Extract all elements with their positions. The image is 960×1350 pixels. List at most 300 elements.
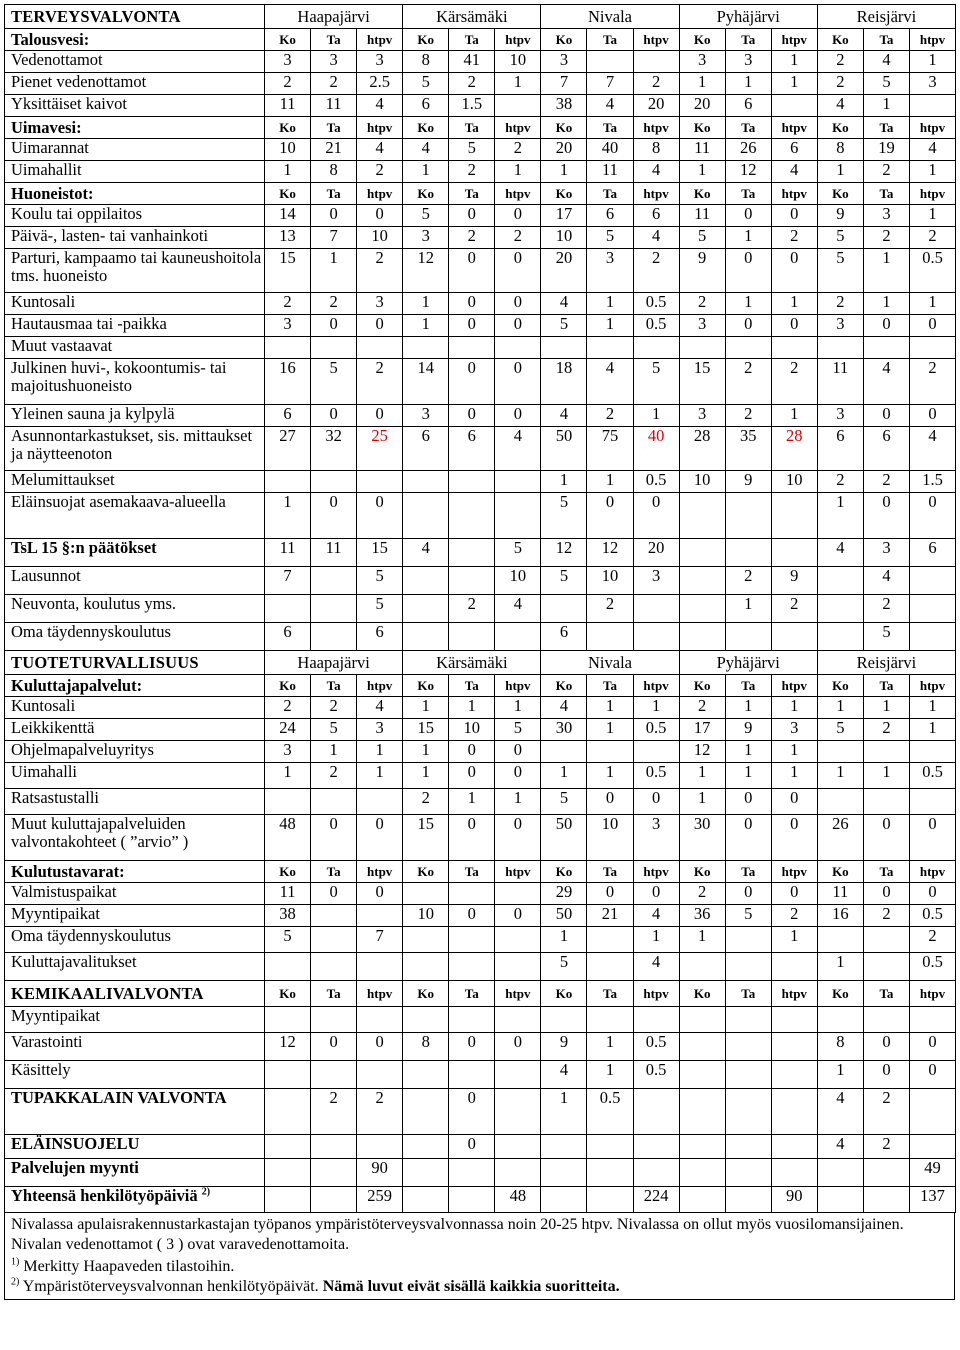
subcolumn-header: Ko	[679, 675, 725, 697]
subcolumn-header: Ko	[679, 861, 725, 883]
value-cell: 1	[817, 1061, 863, 1089]
value-cell	[311, 1007, 357, 1033]
value-cell: 0	[357, 883, 403, 905]
value-cell: 0	[909, 815, 955, 861]
municipality-header: Nivala	[541, 651, 679, 675]
subcolumn-header: Ta	[863, 981, 909, 1007]
value-cell	[311, 337, 357, 359]
value-cell: 0	[771, 205, 817, 227]
value-cell: 2	[633, 73, 679, 95]
subcolumn-header: Ko	[817, 981, 863, 1007]
value-cell: 50	[541, 905, 587, 927]
value-cell	[771, 1159, 817, 1187]
subcolumn-header: Ko	[679, 183, 725, 205]
value-cell	[771, 493, 817, 539]
subcolumn-header: htpv	[357, 29, 403, 51]
row-label	[5, 427, 265, 471]
municipality-header: Kärsämäki	[403, 651, 541, 675]
value-cell: 6	[587, 205, 633, 227]
value-cell: 0	[311, 315, 357, 337]
subcolumn-header: Ta	[449, 675, 495, 697]
value-cell: 0	[909, 1061, 955, 1089]
subcolumn-header: htpv	[495, 29, 541, 51]
subcolumn-header: Ko	[403, 981, 449, 1007]
value-cell: 2	[311, 1089, 357, 1135]
value-cell: 4	[541, 697, 587, 719]
value-cell: 15	[265, 249, 311, 293]
value-cell	[495, 1135, 541, 1159]
value-cell: 15	[403, 719, 449, 741]
value-cell: 4	[771, 161, 817, 183]
value-cell	[541, 595, 587, 623]
value-cell: 0	[863, 1061, 909, 1089]
value-cell: 5	[495, 539, 541, 567]
value-cell: 1.5	[449, 95, 495, 117]
table-row	[5, 815, 956, 861]
value-cell: 2	[495, 227, 541, 249]
table-row	[5, 697, 956, 719]
value-cell: 0	[311, 815, 357, 861]
row-label-text: Hautausmaa tai -paikka	[11, 314, 167, 333]
value-cell: 1	[403, 763, 449, 789]
value-cell: 2	[909, 359, 955, 405]
footnote-2	[5, 1277, 954, 1299]
subcolumn-header: htpv	[771, 29, 817, 51]
value-cell: 5	[495, 719, 541, 741]
section-header	[5, 5, 956, 29]
value-cell: 224	[633, 1187, 679, 1213]
value-cell: 0	[495, 763, 541, 789]
value-cell: 10	[449, 719, 495, 741]
value-cell: 1	[633, 927, 679, 953]
subheader-row	[5, 29, 956, 51]
value-cell: 1	[357, 763, 403, 789]
value-cell: 1	[403, 161, 449, 183]
value-cell: 7	[311, 227, 357, 249]
subcolumn-header: htpv	[909, 29, 955, 51]
table-row	[5, 1061, 956, 1089]
value-cell	[265, 471, 311, 493]
subcolumn-header: Ta	[863, 675, 909, 697]
value-cell	[633, 1135, 679, 1159]
subcolumn-header: Ko	[265, 29, 311, 51]
value-cell: 0.5	[633, 719, 679, 741]
value-cell	[633, 1159, 679, 1187]
value-cell	[679, 953, 725, 981]
value-cell	[449, 567, 495, 595]
row-label-text: Lausunnot	[11, 566, 81, 585]
value-cell: 14	[403, 359, 449, 405]
value-cell	[265, 595, 311, 623]
value-cell: 9	[725, 471, 771, 493]
value-cell: 3	[403, 227, 449, 249]
value-cell: 1	[817, 493, 863, 539]
subcolumn-header: Ta	[725, 861, 771, 883]
row-label	[5, 675, 265, 697]
table-row	[5, 595, 956, 623]
value-cell	[403, 493, 449, 539]
value-cell: 1	[679, 927, 725, 953]
value-cell	[495, 1159, 541, 1187]
table-row	[5, 51, 956, 73]
value-cell: 1	[863, 697, 909, 719]
value-cell: 40	[633, 427, 679, 471]
row-label	[5, 205, 265, 227]
row-label-text: Kuntosali	[11, 292, 76, 311]
value-cell: 8	[817, 1033, 863, 1061]
table-row	[5, 741, 956, 763]
value-cell	[541, 1007, 587, 1033]
table-row	[5, 1033, 956, 1061]
row-label-text: ELÄINSUOJELU	[11, 1134, 140, 1153]
value-cell: 10	[771, 471, 817, 493]
row-label	[5, 763, 265, 789]
table-row	[5, 161, 956, 183]
value-cell: 17	[541, 205, 587, 227]
value-cell	[633, 595, 679, 623]
value-cell: 11	[817, 359, 863, 405]
value-cell: 4	[909, 427, 955, 471]
value-cell: 2	[679, 293, 725, 315]
value-cell: 15	[679, 359, 725, 405]
value-cell: 1	[403, 697, 449, 719]
subcolumn-header: Ko	[403, 675, 449, 697]
value-cell	[817, 337, 863, 359]
value-cell: 12	[725, 161, 771, 183]
value-cell: 10	[357, 227, 403, 249]
subcolumn-header: htpv	[909, 183, 955, 205]
value-cell	[909, 623, 955, 651]
value-cell: 10	[403, 905, 449, 927]
value-cell	[909, 1007, 955, 1033]
value-cell: 17	[679, 719, 725, 741]
value-cell: 10	[679, 471, 725, 493]
note-nivala: Nivalassa apulaisrakennustarkastajan työpanos ympäristöterveysvalvonnassa noin 20-25 htpv. Nivalassa on ollut myös vuosilomansijainen. Nivalan vedenottamot ( 3 ) ovat varavedenottamoita.	[11, 1216, 904, 1253]
value-cell: 4	[863, 567, 909, 595]
value-cell: 1	[679, 161, 725, 183]
value-cell	[403, 1135, 449, 1159]
value-cell	[311, 1187, 357, 1213]
value-cell: 2	[863, 227, 909, 249]
subcolumn-header: Ko	[541, 981, 587, 1007]
value-cell: 26	[817, 815, 863, 861]
subcolumn-header: Ko	[265, 117, 311, 139]
value-cell: 26	[725, 139, 771, 161]
value-cell: 4	[357, 697, 403, 719]
subcolumn-header: htpv	[633, 861, 679, 883]
value-cell: 2	[587, 595, 633, 623]
subcolumn-header: Ta	[449, 29, 495, 51]
subcolumn-header: Ta	[863, 861, 909, 883]
value-cell: 49	[909, 1159, 955, 1187]
value-cell	[771, 539, 817, 567]
subcolumn-header: htpv	[909, 117, 955, 139]
value-cell: 24	[265, 719, 311, 741]
value-cell	[449, 883, 495, 905]
value-cell: 1	[403, 315, 449, 337]
value-cell: 38	[265, 905, 311, 927]
row-label	[5, 595, 265, 623]
table-row	[5, 905, 956, 927]
value-cell	[679, 1135, 725, 1159]
value-cell	[265, 1007, 311, 1033]
value-cell: 1	[265, 763, 311, 789]
value-cell: 1	[771, 293, 817, 315]
value-cell: 5	[679, 227, 725, 249]
value-cell: 0.5	[633, 763, 679, 789]
value-cell: 2	[311, 293, 357, 315]
value-cell: 11	[587, 161, 633, 183]
value-cell: 1	[909, 205, 955, 227]
value-cell: 2	[311, 697, 357, 719]
value-cell: 2	[863, 161, 909, 183]
value-cell: 25	[357, 427, 403, 471]
value-cell	[541, 337, 587, 359]
value-cell: 3	[403, 405, 449, 427]
value-cell: 5	[541, 953, 587, 981]
value-cell	[909, 95, 955, 117]
value-cell	[817, 595, 863, 623]
row-label-text: Yhteensä henkilötyöpäiviä	[11, 1186, 198, 1205]
value-cell	[909, 337, 955, 359]
row-label	[5, 1061, 265, 1089]
value-cell	[725, 1061, 771, 1089]
subcolumn-header: Ta	[725, 117, 771, 139]
value-cell: 2	[863, 595, 909, 623]
value-cell: 6	[403, 95, 449, 117]
value-cell: 4	[541, 405, 587, 427]
value-cell	[817, 741, 863, 763]
value-cell: 2	[449, 73, 495, 95]
value-cell	[449, 1007, 495, 1033]
row-label	[5, 539, 265, 567]
value-cell	[771, 1033, 817, 1061]
value-cell: 5	[449, 139, 495, 161]
value-cell: 1	[541, 1089, 587, 1135]
subcolumn-header: Ta	[725, 981, 771, 1007]
value-cell: 3	[771, 719, 817, 741]
row-label-text: Muut kuluttajapalveluiden valvontakohteet ( ”arvio” )	[11, 814, 189, 851]
value-cell: 1	[817, 953, 863, 981]
row-label-text: Melumittaukset	[11, 470, 115, 489]
value-cell	[449, 953, 495, 981]
value-cell	[679, 493, 725, 539]
value-cell: 2	[863, 905, 909, 927]
value-cell: 4	[633, 227, 679, 249]
subcolumn-header: Ko	[403, 861, 449, 883]
row-label-text: Myyntipaikat	[11, 904, 100, 923]
value-cell: 1	[357, 741, 403, 763]
value-cell	[541, 1187, 587, 1213]
row-label	[5, 1007, 265, 1033]
value-cell: 0	[495, 815, 541, 861]
value-cell	[725, 1187, 771, 1213]
row-label-text: Kulutustavarat:	[11, 861, 125, 881]
value-cell: 28	[771, 427, 817, 471]
value-cell: 10	[541, 227, 587, 249]
value-cell: 3	[265, 51, 311, 73]
value-cell: 1	[311, 741, 357, 763]
value-cell	[265, 1159, 311, 1187]
value-cell: 3	[633, 567, 679, 595]
value-cell	[495, 883, 541, 905]
value-cell: 2	[725, 405, 771, 427]
value-cell: 50	[541, 427, 587, 471]
value-cell	[771, 953, 817, 981]
value-cell: 32	[311, 427, 357, 471]
value-cell: 2	[311, 73, 357, 95]
value-cell: 3	[679, 315, 725, 337]
table-row	[5, 73, 956, 95]
value-cell: 0	[633, 493, 679, 539]
value-cell: 2	[771, 359, 817, 405]
value-cell	[449, 337, 495, 359]
table-row	[5, 1187, 956, 1213]
value-cell: 4	[909, 139, 955, 161]
subcolumn-header: htpv	[495, 675, 541, 697]
subcolumn-header: Ta	[863, 117, 909, 139]
value-cell: 1	[587, 293, 633, 315]
value-cell: 1	[679, 763, 725, 789]
value-cell: 0	[311, 883, 357, 905]
value-cell: 1	[771, 741, 817, 763]
row-label-text: Myyntipaikat	[11, 1006, 100, 1025]
value-cell	[357, 905, 403, 927]
subcolumn-header: Ta	[863, 29, 909, 51]
row-label-text: Asunnontarkastukset, sis. mittaukset ja näytteenoton	[11, 426, 253, 463]
value-cell: 3	[817, 405, 863, 427]
value-cell: 0	[449, 763, 495, 789]
value-cell: 5	[311, 719, 357, 741]
value-cell: 0	[495, 741, 541, 763]
value-cell: 1	[449, 789, 495, 815]
value-cell: 12	[265, 1033, 311, 1061]
value-cell	[449, 1159, 495, 1187]
table-row	[5, 623, 956, 651]
value-cell: 0.5	[633, 471, 679, 493]
value-cell: 1	[495, 73, 541, 95]
value-cell: 11	[265, 95, 311, 117]
value-cell	[771, 95, 817, 117]
subcolumn-header: Ko	[541, 29, 587, 51]
value-cell	[403, 953, 449, 981]
row-label	[5, 905, 265, 927]
value-cell: 6	[725, 95, 771, 117]
value-cell: 0	[449, 205, 495, 227]
subcolumn-header: Ta	[311, 981, 357, 1007]
table-row	[5, 927, 956, 953]
value-cell	[863, 337, 909, 359]
value-cell	[633, 337, 679, 359]
row-label-text: Oma täydennyskoulutus	[11, 926, 171, 945]
value-cell	[725, 337, 771, 359]
value-cell: 4	[403, 139, 449, 161]
value-cell: 1	[725, 595, 771, 623]
value-cell	[495, 471, 541, 493]
table-row	[5, 1007, 956, 1033]
value-cell	[679, 595, 725, 623]
row-label	[5, 249, 265, 293]
table-row	[5, 205, 956, 227]
municipality-header: Kärsämäki	[403, 5, 541, 29]
statistics-document	[4, 4, 955, 1300]
table-row	[5, 405, 956, 427]
row-label-text: Leikkikenttä	[11, 718, 95, 737]
row-label	[5, 471, 265, 493]
value-cell: 0	[357, 815, 403, 861]
value-cell	[357, 471, 403, 493]
municipality-header: Pyhäjärvi	[679, 651, 817, 675]
subcolumn-header: htpv	[357, 981, 403, 1007]
value-cell: 2	[495, 139, 541, 161]
row-label-text: Varastointi	[11, 1032, 83, 1051]
table-row	[5, 789, 956, 815]
value-cell	[771, 1007, 817, 1033]
table-row	[5, 293, 956, 315]
value-cell: 0	[587, 493, 633, 539]
value-cell	[265, 953, 311, 981]
table-row	[5, 1135, 956, 1159]
subcolumn-header: htpv	[771, 981, 817, 1007]
value-cell: 21	[587, 905, 633, 927]
table-row	[5, 337, 956, 359]
row-label	[5, 861, 265, 883]
subcolumn-header: htpv	[771, 117, 817, 139]
section-header	[5, 651, 956, 675]
value-cell: 0	[863, 493, 909, 539]
section-title: TERVEYSVALVONTA	[5, 5, 265, 29]
value-cell: 3	[541, 51, 587, 73]
value-cell: 0.5	[633, 315, 679, 337]
value-cell	[311, 789, 357, 815]
value-cell	[311, 953, 357, 981]
value-cell: 9	[679, 249, 725, 293]
value-cell: 1	[725, 763, 771, 789]
value-cell: 1	[725, 741, 771, 763]
value-cell: 0	[771, 249, 817, 293]
value-cell: 3	[679, 51, 725, 73]
value-cell: 0	[771, 883, 817, 905]
value-cell	[495, 623, 541, 651]
subcolumn-header: Ta	[587, 981, 633, 1007]
value-cell	[495, 953, 541, 981]
value-cell	[587, 51, 633, 73]
value-cell: 2	[725, 359, 771, 405]
value-cell: 1	[909, 293, 955, 315]
value-cell: 1	[541, 161, 587, 183]
value-cell	[725, 1089, 771, 1135]
value-cell: 4	[633, 953, 679, 981]
value-cell: 259	[357, 1187, 403, 1213]
value-cell: 0.5	[909, 905, 955, 927]
value-cell: 0	[449, 1033, 495, 1061]
value-cell: 6	[403, 427, 449, 471]
value-cell: 6	[265, 623, 311, 651]
value-cell: 2	[863, 471, 909, 493]
value-cell: 19	[863, 139, 909, 161]
value-cell: 21	[311, 139, 357, 161]
subcolumn-header: Ta	[587, 183, 633, 205]
value-cell: 8	[311, 161, 357, 183]
value-cell: 0	[311, 205, 357, 227]
row-label-text: Koulu tai oppilaitos	[11, 204, 143, 223]
row-label	[5, 1089, 265, 1135]
value-cell: 4	[633, 905, 679, 927]
value-cell: 1	[495, 789, 541, 815]
value-cell: 2	[863, 719, 909, 741]
value-cell: 0	[449, 741, 495, 763]
row-label	[5, 741, 265, 763]
